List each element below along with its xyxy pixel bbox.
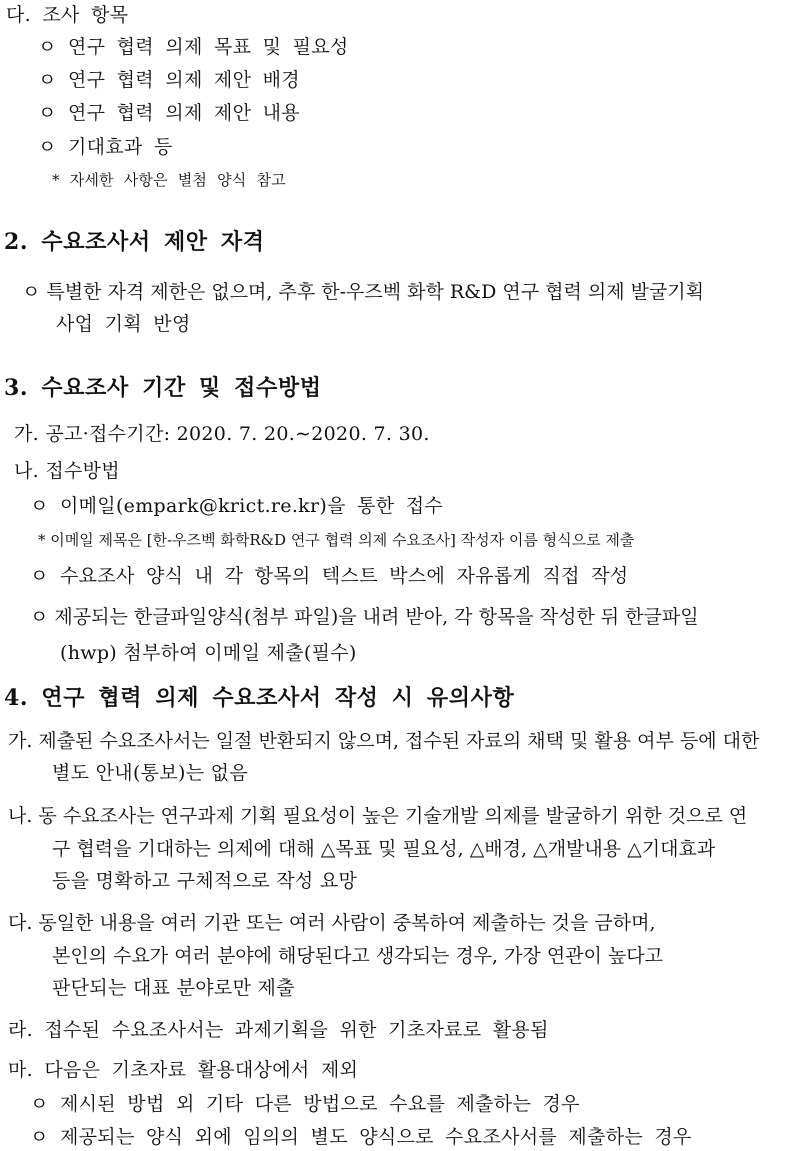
section-heading: 3. 수요조사 기간 및 접수방법 xyxy=(4,375,322,401)
list-item: 가. 제출된 수요조사서는 일절 반환되지 않으며, 접수된 자료의 채택 및 활용 여부 등에 대한 xyxy=(8,730,760,752)
subsection-heading: 나. 접수방법 xyxy=(14,460,120,482)
list-item-continuation: 등을 명확하고 구체적으로 작성 요망 xyxy=(52,870,358,892)
bullet-item: ㅇ 연구 협력 의제 목표 및 필요성 xyxy=(38,36,349,58)
list-item: 다. 동일한 내용을 여러 기관 또는 여러 사람이 중복하여 제출하는 것을 금하며, xyxy=(8,912,656,934)
note-text: * 이메일 제목은 [한-우즈벡 화학R&D 연구 협력 의제 수요조사] 작성자 이름 형식으로 제출 xyxy=(38,531,635,549)
list-item: 마. 다음은 기초자료 활용대상에서 제외 xyxy=(8,1059,359,1081)
bullet-item: ㅇ 제공되는 한글파일양식(첨부 파일)을 내려 받아, 각 항목을 작성한 뒤 한글파일 xyxy=(30,606,699,628)
list-item-continuation: 판단되는 대표 분야로만 제출 xyxy=(52,977,295,999)
bullet-continuation: 사업 기획 반영 xyxy=(56,313,191,335)
list-item-continuation: 별도 안내(통보)는 없음 xyxy=(52,762,248,784)
bullet-continuation: (hwp) 첨부하여 이메일 제출(필수) xyxy=(60,642,357,664)
section-heading: 4. 연구 협력 의제 수요조사서 작성 시 유의사항 xyxy=(4,685,515,711)
bullet-item: ㅇ 이메일(empark@krict.re.kr)을 통한 접수 xyxy=(30,495,444,517)
list-item: 나. 동 수요조사는 연구과제 기획 필요성이 높은 기술개발 의제를 발굴하기 위한 것으로 연 xyxy=(8,805,748,827)
subsection-heading: 가. 공고·접수기간: 2020. 7. 20.∼2020. 7. 30. xyxy=(14,423,430,445)
bullet-item: ㅇ 연구 협력 의제 제안 내용 xyxy=(38,102,300,124)
bullet-item: ㅇ 제시된 방법 외 기타 다른 방법으로 수요를 제출하는 경우 xyxy=(30,1093,580,1115)
list-item-continuation: 본인의 수요가 여러 분야에 해당된다고 생각되는 경우, 가장 연관이 높다고 xyxy=(52,945,664,967)
section-heading: 2. 수요조사서 제안 자격 xyxy=(4,229,265,255)
bullet-item: ㅇ 수요조사 양식 내 각 항목의 텍스트 박스에 자유롭게 직접 작성 xyxy=(30,565,629,587)
bullet-item: ㅇ 기대효과 등 xyxy=(38,136,173,158)
subsection-heading: 다. 조사 항목 xyxy=(6,4,129,26)
bullet-item: ㅇ 특별한 자격 제한은 없으며, 추후 한-우즈벡 화학 R&D 연구 협력 의제 발굴기획 xyxy=(22,281,705,303)
bullet-item: ㅇ 제공되는 양식 외에 임의의 별도 양식으로 수요조사서를 제출하는 경우 xyxy=(30,1126,692,1148)
list-item-continuation: 구 협력을 기대하는 의제에 대해 △목표 및 필요성, △배경, △개발내용 △기대효과 xyxy=(52,838,716,860)
list-item: 라. 접수된 수요조사서는 과제기획을 위한 기초자료로 활용됨 xyxy=(8,1019,549,1041)
note-text: * 자세한 사항은 별첨 양식 참고 xyxy=(52,171,286,189)
bullet-item: ㅇ 연구 협력 의제 제안 배경 xyxy=(38,69,300,91)
